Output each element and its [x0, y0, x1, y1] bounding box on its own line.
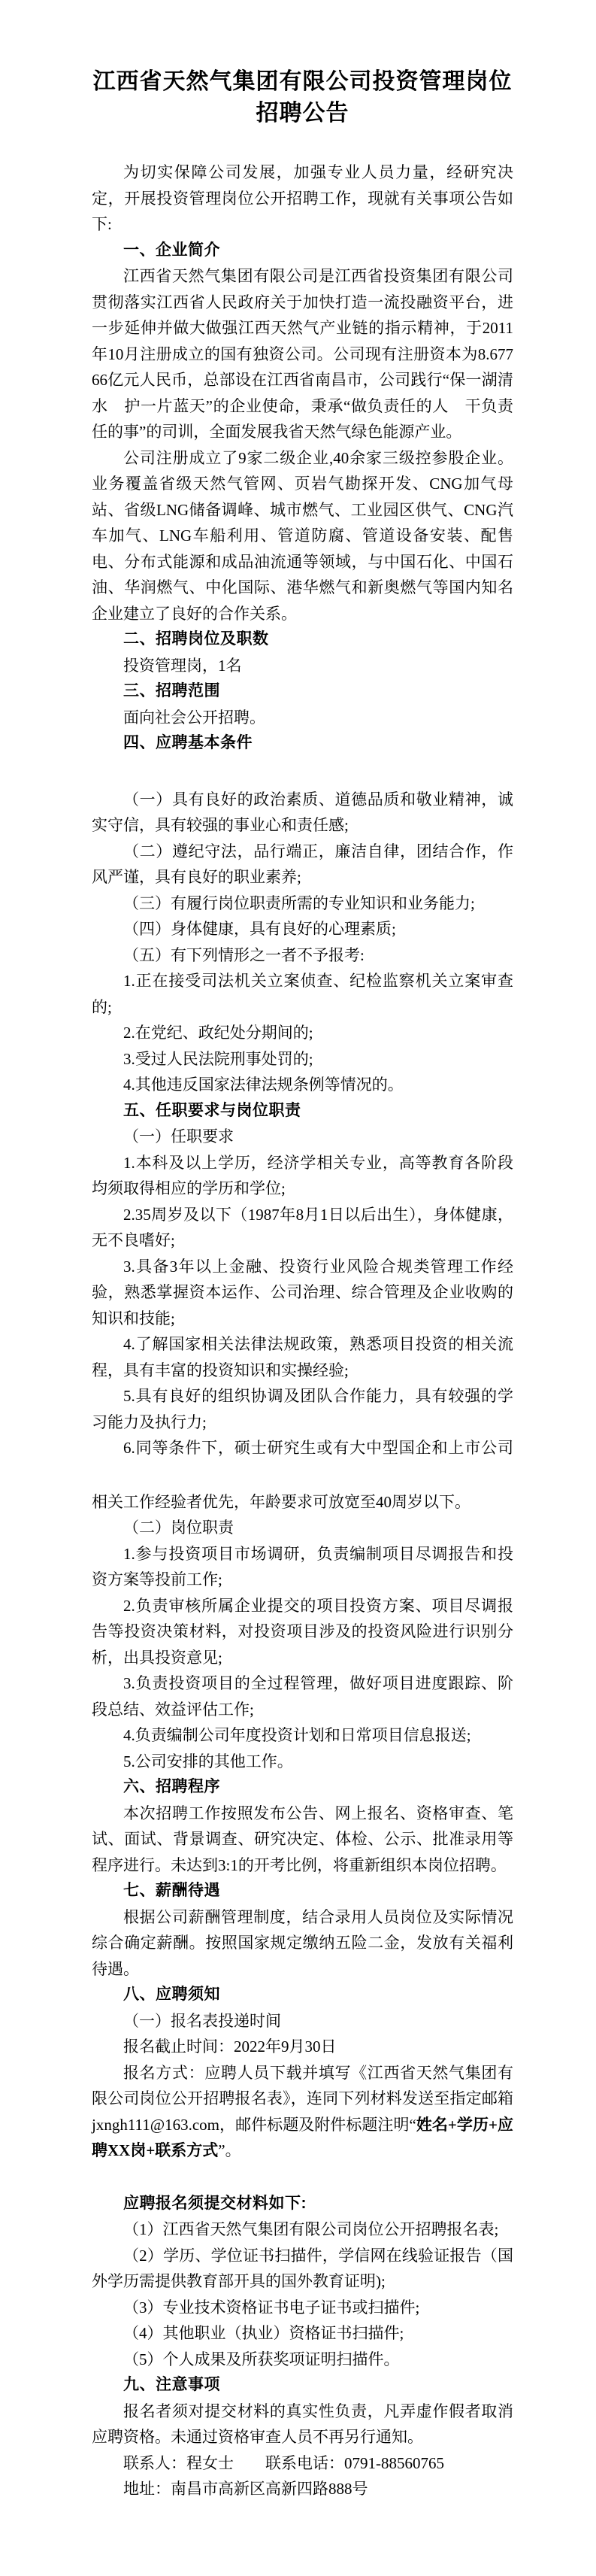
paragraph: 2.负责审核所属企业提交的项目投资方案、项目尽调报告等投资决策材料，对投资项目涉及的投资风险进行识别分析，出具投资意见; [92, 1596, 513, 1667]
paragraph: （一）具有良好的政治素质、道德品质和敬业精神，诚实守信，具有较强的事业心和责任感; [92, 790, 513, 834]
paragraph: （一）任职要求 [123, 1127, 234, 1145]
paragraph: 6.同等条件下，硕士研究生或有大中型国企和上市公司 [123, 1439, 513, 1457]
paragraph: （2）学历、学位证书扫描件，学信网在线验证报告（国外学历需提供教育部开具的国外教育证明); [92, 2246, 513, 2290]
paragraph: 5.公司安排的其他工作。 [123, 1752, 293, 1770]
paragraph: 4.其他违反国家法律法规条例等情况的。 [123, 1076, 404, 1094]
heading-section-8: 八、应聘须知 [123, 1986, 220, 2003]
paragraph: （四）身体健康，具有良好的心理素质; [123, 920, 396, 938]
spacer [92, 757, 513, 787]
paragraph: 根据公司薪酬管理制度，结合录用人员岗位及实际情况综合确定薪酬。按照国家规定缴纳五险二金，发放有关福利待遇。 [92, 1907, 513, 1978]
paragraph: 4.负责编制公司年度投资计划和日常项目信息报送; [123, 1726, 471, 1744]
text-run: 报名方式：应聘人员下载并填写《江西省天然气集团有限公司岗位公开招聘报名表》，连同下列材料发送至指定邮箱 jxngh111@163.com，邮件标题及附件标题注明“ [92, 2063, 513, 2134]
intro-paragraph: 为切实保障公司发展，加强专业人员力量，经研究决定，开展投资管理岗位公开招聘工作，现就有关事项公告如下: [92, 163, 513, 233]
spacer [92, 2164, 513, 2191]
position-count-line: 投资管理岗，1名 [123, 656, 242, 675]
paragraph: （二）岗位职责 [123, 1519, 234, 1537]
paragraph: 2.35周岁及以下（1987年8月1日以后出生），身体健康，无不良嗜好; [92, 1205, 513, 1249]
heading-section-5: 五、任职要求与岗位职责 [123, 1101, 301, 1119]
heading-section-4: 四、应聘基本条件 [123, 734, 253, 751]
heading-section-2: 二、招聘岗位及职数 [123, 630, 269, 648]
company-intro-paragraph-2: 公司注册成立了9家二级企业,40余家三级控参股企业。业务覆盖省级天然气管网、页岩气勘探开发、CNG加气母站、省级LNG储备调峰、城市燃气、工业园区供气、CNG汽车加气、LNG车船利用、管道防腐、管道设备安装、配售电、分布式能源和成品油流通等领域，与中国石化、中国石油、华润燃气、中化国际、港华燃气和新奥燃气等国内知名企业建立了良好的合作关系。 [92, 448, 513, 623]
paragraph: 3.受过人民法院刑事处罚的; [123, 1049, 313, 1068]
heading-section-3: 三、招聘范围 [123, 682, 220, 699]
paragraph: （二）遵纪守法，品行端正，廉洁自律，团结合作，作风严谨，具有良好的职业素养; [92, 842, 513, 886]
paragraph: 相关工作经验者优先，年龄要求可放宽至40周岁以下。 [92, 1492, 470, 1511]
recruit-scope-line: 面向社会公开招聘。 [123, 708, 265, 727]
paragraph: （五）有下列情形之一者不予报考: [123, 945, 365, 964]
page-title: 江西省天然气集团有限公司投资管理岗位招聘公告 [92, 69, 513, 126]
address-line: 地址：南昌市高新区高新四路888号 [123, 2480, 368, 2498]
paragraph: 本次招聘工作按照发布公告、网上报名、资格审查、笔试、面试、背景调查、研究决定、体检、公示、批准录用等程序进行。未达到3:1的开考比例，将重新组织本岗位招聘。 [92, 1804, 513, 1874]
materials-heading: 应聘报名须提交材料如下: [123, 2194, 307, 2212]
bold-run: 姓名+学历+应聘XX岗+联系方式 [92, 2115, 513, 2159]
paragraph: 3.负责投资项目的全过程管理，做好项目进度跟踪、阶段总结、效益评估工作; [92, 1674, 513, 1719]
paragraph: （5）个人成果及所获奖项证明扫描件。 [123, 2350, 400, 2368]
paragraph: 1.参与投资项目市场调研，负责编制项目尽调报告和投资方案等投前工作; [92, 1544, 513, 1588]
document-blocks [92, 159, 513, 2502]
heading-section-1: 一、企业简介 [123, 241, 220, 259]
deadline-line: 报名截止时间：2022年9月30日 [123, 2037, 337, 2056]
paragraph: 2.在党纪、政纪处分期间的; [123, 1024, 313, 1042]
paragraph: 1.本科及以上学历，经济学相关专业，高等教育各阶段均须取得相应的学历和学位; [92, 1153, 513, 1197]
contact-line: 联系人：程女士 联系电话：0791-88560765 [123, 2453, 444, 2472]
paragraph: （3）专业技术资格证书电子证书或扫描件; [123, 2298, 420, 2317]
heading-section-9: 九、注意事项 [123, 2376, 220, 2393]
spacer [92, 1461, 513, 1489]
paragraph: 报名者须对提交材料的真实性负责，凡弄虚作假者取消应聘资格。未通过资格审查人员不再另行通知。 [92, 2402, 513, 2446]
paragraph: （一）报名表投递时间 [123, 2011, 281, 2030]
paragraph: （三）有履行岗位职责所需的专业知识和业务能力; [123, 894, 475, 912]
apply-method-paragraph [92, 2060, 513, 2164]
paragraph: 4.了解国家相关法律法规政策，熟悉项目投资的相关流程，具有丰富的投资知识和实操经验; [92, 1335, 513, 1379]
company-intro-paragraph-1: 江西省天然气集团有限公司是江西省投资集团有限公司贯彻落实江西省人民政府关于加快打造一流投融资平台，进一步延伸并做大做强江西天然气产业链的指示精神，于2011年10月注册成立的国有独资公司。公司现有注册资本为8.67766亿元人民币，总部设在江西省南昌市，公司践行“保一湖清水 护一片蓝天”的企业使命，秉承“做负责任的人 干负责任的事”的司训，全面发展我省天然气绿色能源产业。 [92, 267, 513, 441]
text-run: ”。 [218, 2141, 241, 2159]
paragraph: 1.正在接受司法机关立案侦查、纪检监察机关立案审查的; [92, 972, 513, 1016]
paragraph: 5.具有良好的组织协调及团队合作能力，具有较强的学习能力及执行力; [92, 1387, 513, 1431]
paragraph: （4）其他职业（执业）资格证书扫描件; [123, 2324, 404, 2342]
heading-section-7: 七、薪酬待遇 [123, 1882, 220, 1899]
heading-section-6: 六、招聘程序 [123, 1778, 220, 1795]
paragraph: 3.具备3年以上金融、投资行业风险合规类管理工作经验，熟悉掌握资本运作、公司治理、综合管理及企业收购的知识和技能; [92, 1257, 513, 1327]
paragraph: （1）江西省天然气集团有限公司岗位公开招聘报名表; [123, 2220, 499, 2238]
